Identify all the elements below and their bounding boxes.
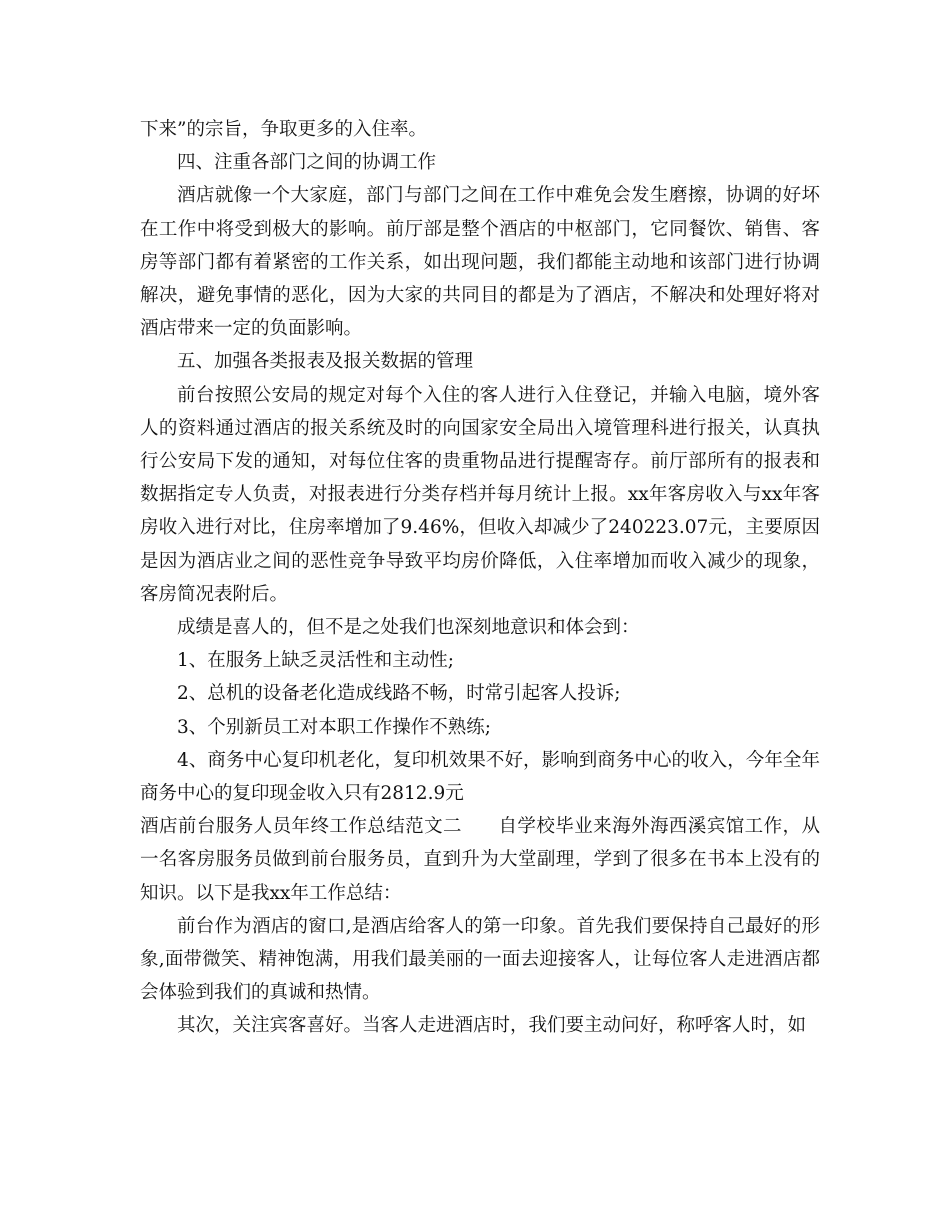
list-item-4: 4、商务中心复印机老化，复印机效果不好，影响到商务中心的收入，今年全年商务中心的复印现金收入只有2812.9元 — [140, 749, 820, 805]
section-2-title: 酒店前台服务人员年终工作总结范文二 — [140, 816, 462, 838]
paragraph-3: 前台按照公安局的规定对每个入住的客人进行入住登记，并输入电脑，境外客人的资料通过酒店的报关系统及时的向国家安全局出入境管理科进行报关，认真执行公安局下发的通知，对每位住客的贵重物品进行提醒寄存。前厅部所有的报表和数据指定专人负责，对报表进行分类存档并每月统计上报。xx年客房收入与xx年客房收入进行对比，住房率增加了9.46%，但收入却减少了240223.07元，主要原因是因为酒店业之间的恶性竞争导致平均房价降低，入住率增加而收入减少的现象，客房简况表附后。 — [140, 384, 820, 605]
heading-section-4: 四、注重各部门之间的协调工作 — [177, 152, 437, 174]
document-body — [140, 113, 820, 1043]
list-item-2: 2、总机的设备老化造成线路不畅，时常引起客人投诉; — [177, 683, 621, 705]
paragraph-1: 下来”的宗旨，争取更多的入住率。 — [140, 119, 427, 140]
paragraph-4: 成绩是喜人的，但不是之处我们也深刻地意识和体会到： — [177, 617, 640, 639]
heading-section-5: 五、加强各类报表及报关数据的管理 — [177, 351, 474, 373]
list-item-1: 1、在服务上缺乏灵活性和主动性; — [177, 650, 455, 672]
list-item-3: 3、个别新员工对本职工作操作不熟练; — [177, 716, 492, 738]
section-2-intro-paragraph — [140, 810, 820, 910]
paragraph-6: 其次，关注宾客喜好。当客人走进酒店时，我们要主动问好，称呼客人时，如 — [177, 1015, 807, 1037]
section-2-intro: 自学校毕业来海外海西溪宾馆工作，从一名客房服务员做到前台服务员，直到升为大堂副理，学到了很多在书本上没有的知识。以下是我xx年工作总结： — [140, 816, 820, 904]
paragraph-5: 前台作为酒店的窗口,是酒店给客人的第一印象。首先我们要保持自己最好的形象,面带微笑、精神饱满，用我们最美丽的一面去迎接客人，让每位客人走进酒店都会体验到我们的真诚和热情。 — [140, 915, 820, 1004]
paragraph-2: 酒店就像一个大家庭，部门与部门之间在工作中难免会发生磨擦，协调的好坏在工作中将受到极大的影响。前厅部是整个酒店的中枢部门，它同餐饮、销售、客房等部门都有着紧密的工作关系，如出现问题，我们都能主动地和该部门进行协调解决，避免事情的恶化，因为大家的共同目的都是为了酒店，不解决和处理好将对酒店带来一定的负面影响。 — [140, 185, 820, 340]
